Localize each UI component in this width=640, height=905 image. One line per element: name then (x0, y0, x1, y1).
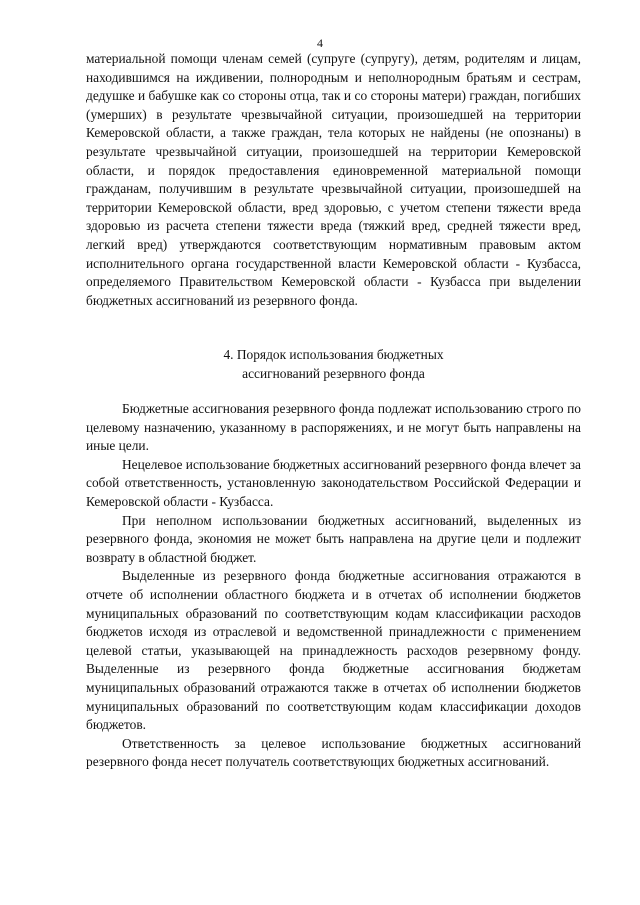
page-number: 4 (317, 36, 323, 50)
section-paragraph: Бюджетные ассигнования резервного фонда подлежат использованию строго по целевому назначению, указанному в распоряжениях, и не могут быть направлены на иные цели. (86, 401, 581, 454)
intro-paragraph: материальной помощи членам семей (супруге (супругу), детям, родителям и лицам, находившимся на иждивении, полнородным и неполнородным братьям и сестрам, дедушке и бабушке как со стороны отца, так и со стороны матери) граждан, погибших (умерших) в результате чрезвычайной ситуации, произошедшей на территории Кемеровской области, а также граждан, тела которых не найдены (не опознаны) в результате чрезвычайной ситуации, произошедшей на территории Кемеровской области, и порядок предоставления единовременной материальной помощи гражданам, получившим в результате чрезвычайной ситуации, произошедшей на территории Кемеровской области, вред здоровью, с учетом степени тяжести вреда здоровью из расчета степени тяжести вреда (тяжкий вред, средней тяжести вред, легкий вред) утверждаются соответствующим нормативным правовым актом исполнительного органа государственной власти Кемеровской области - Кузбасса, определяемого Правительством Кемеровской области - Кузбасса при выделении бюджетных ассигнований из резервного фонда. (86, 51, 581, 308)
section-heading-line-1: 4. Порядок использования бюджетных (223, 347, 444, 362)
section-body (86, 400, 581, 772)
section-paragraph: Выделенные из резервного фонда бюджетные ассигнования отражаются в отчете об исполнении областного бюджета и в отчетах об исполнении бюджетов муниципальных образований по соответствующим кодам классификации расходов бюджетов исходя из отраслевой и ведомственной принадлежности с применением целевой статьи, указывающей на принадлежность расходов резервному фонду. Выделенные из резервного фонда бюджетные ассигнования бюджетам муниципальных образований отражаются также в отчетах об исполнении бюджетов муниципальных образований по соответствующим кодам классификации доходов бюджетов. (86, 568, 581, 733)
section-paragraph: Нецелевое использование бюджетных ассигнований резервного фонда влечет за собой ответственность, установленную законодательством Российской Федерации и Кемеровской области - Кузбасса. (86, 456, 581, 509)
section-paragraph: При неполном использовании бюджетных ассигнований, выделенных из резервного фонда, экономия не может быть направлена на другие цели и подлежит возврату в областной бюджет. (86, 512, 581, 565)
section-heading-line-2: ассигнований резервного фонда (242, 365, 425, 381)
section-heading (86, 346, 581, 383)
intro-text-block (86, 50, 581, 310)
section-paragraph: Ответственность за целевое использование бюджетных ассигнований резервного фонда несет получатель соответствующих бюджетных ассигнований. (86, 735, 581, 770)
